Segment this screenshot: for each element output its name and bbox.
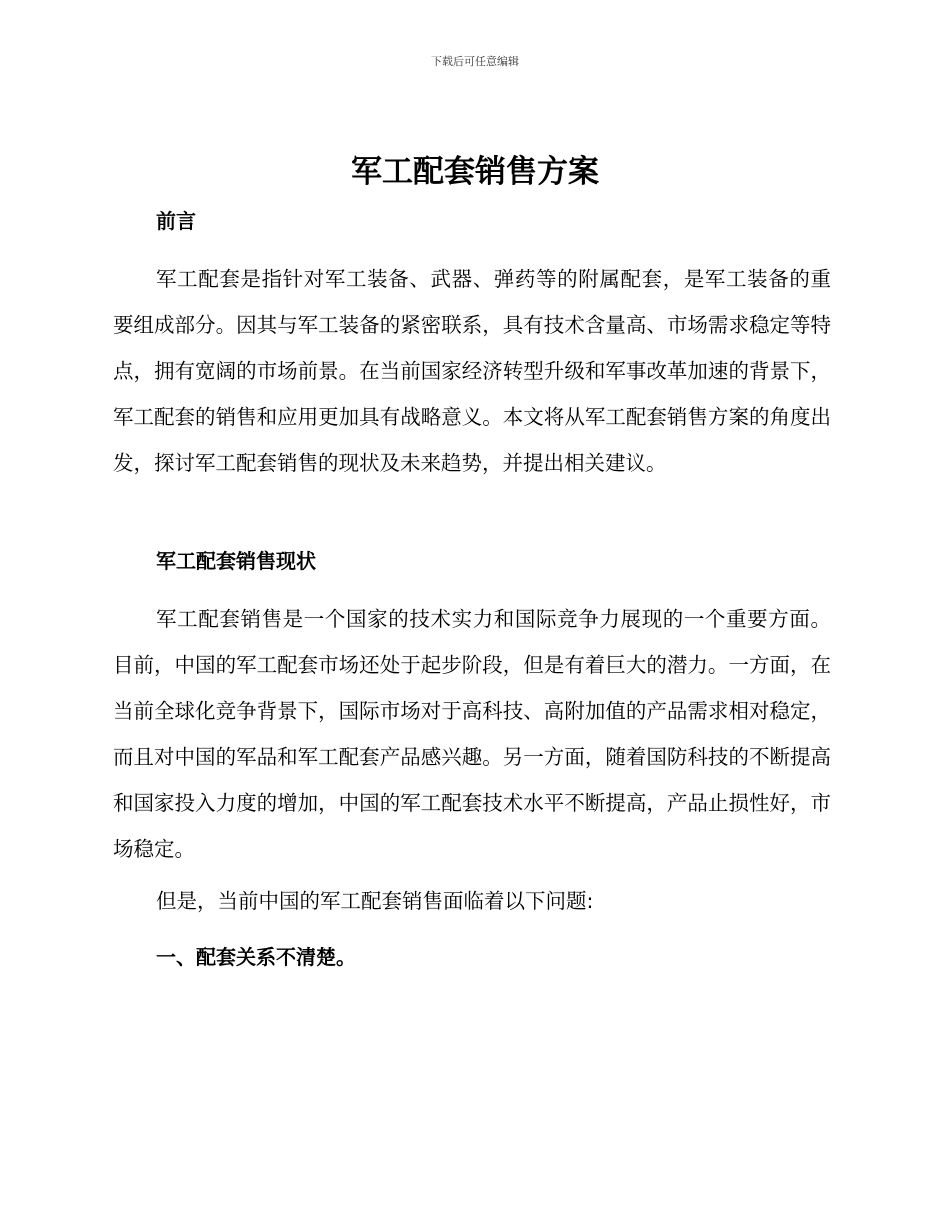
heading-issue-1: 一、配套关系不清楚。 [156, 945, 356, 969]
paragraph-preface: 军工配套是指针对军工装备、武器、弹药等的附属配套，是军工装备的重要组成部分。因其与军工装备的紧密联系，具有技术含量高、市场需求稳定等特点，拥有宽阔的市场前景。在当前国家经济转型升级和军事改革加速的背景下，军工配套的销售和应用更加具有战略意义。本文将从军工配套销售方案的角度出发，探讨军工配套销售的现状及未来趋势，并提出相关建议。 [113, 267, 831, 475]
transition-body [113, 878, 831, 924]
paragraph-sales-status: 军工配套销售是一个国家的技术实力和国际竞争力展现的一个重要方面。目前，中国的军工配套市场还处于起步阶段，但是有着巨大的潜力。一方面，在当前全球化竞争背景下，国际市场对于高科技、高附加值的产品需求相对稳定，而且对中国的军品和军工配套产品感兴趣。另一方面，随着国防科技的不断提高和国家投入力度的增加，中国的军工配套技术水平不断提高，产品止损性好，市场稳定。 [113, 607, 831, 861]
preface-body [113, 256, 831, 486]
paragraph-transition: 但是，当前中国的军工配套销售面临着以下问题: [156, 889, 594, 913]
status-body [113, 596, 831, 872]
page-header-note: 下载后可任意编辑 [431, 55, 519, 68]
heading-preface: 前言 [156, 209, 196, 233]
heading-sales-status: 军工配套销售现状 [156, 549, 316, 573]
document-title: 军工配套销售方案 [351, 154, 599, 190]
